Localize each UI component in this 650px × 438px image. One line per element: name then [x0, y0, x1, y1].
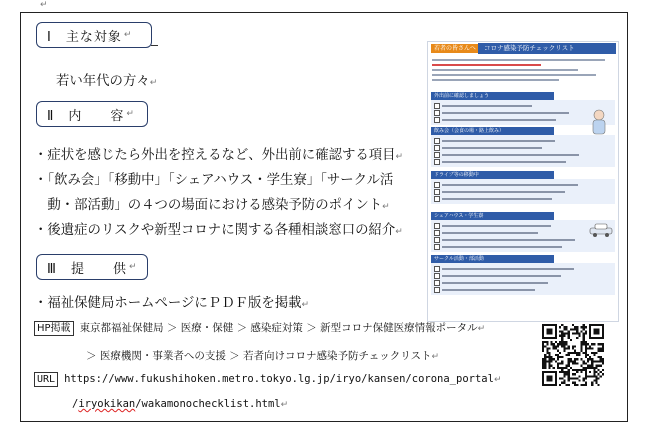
flyer-intro	[432, 56, 614, 84]
flyer-checklist-row	[434, 243, 612, 250]
flyer-checklist-row	[434, 195, 612, 202]
paragraph-mark: ↵	[40, 0, 48, 10]
flyer-checklist-row	[434, 158, 612, 165]
flyer-checklist-row	[434, 286, 612, 293]
hp-label-box: HP掲載	[34, 321, 74, 336]
flyer-section-title: サークル活動・部活動	[431, 255, 554, 263]
misspelled-word: iryokikan	[78, 398, 136, 410]
content-item: ・症状を感じたら外出を控えるなど、外出前に確認する項目↵	[34, 148, 404, 163]
flyer-section	[431, 255, 615, 295]
flyer-checklist-row	[434, 222, 612, 229]
qr-code-icon	[542, 324, 604, 386]
flyer-section	[431, 171, 615, 204]
target-text: 若い年代の方々↵	[56, 74, 158, 89]
section-heading-content: Ⅱ 内 容 ↵	[36, 101, 148, 127]
url-text[interactable]: https://www.fukushihoken.metro.tokyo.lg.jp/iryo/kansen/corona_portal	[64, 373, 494, 385]
hp-path-line: HP掲載 東京都福祉保健局 ＞ 医療・保健 ＞ 感染症対策 ＞ 新型コロナ保健医療情報ポータル↵	[34, 320, 485, 336]
flyer-checklist-row	[434, 144, 612, 151]
flyer-section-title: 外出前に確認しましょう	[431, 92, 554, 100]
section-heading-provision: Ⅲ 提 供 ↵	[36, 254, 148, 280]
flyer-checklist-row	[434, 272, 612, 279]
flyer-checklist-row	[434, 265, 612, 272]
url-line-2: /iryokikan/wakamonochecklist.html↵	[72, 398, 289, 410]
flyer-checklist-row	[434, 137, 612, 144]
person-illustration-icon	[588, 108, 610, 136]
section-title: Ⅰ 主な対象	[47, 29, 122, 45]
section-title: Ⅲ 提 供	[47, 261, 127, 277]
flyer-tag: 若者の皆さんへ	[431, 44, 479, 53]
heading-rule	[151, 45, 158, 46]
flyer-checklist-row	[434, 116, 612, 123]
flyer-section-title: シェアハウス・学生寮	[431, 212, 554, 220]
flyer-checklist-row	[434, 181, 612, 188]
hp-path-line-2: ＞ 医療機関・事業者への支援 ＞ 若者向けコロナ感染予防チェックリスト↵	[86, 350, 440, 362]
breadcrumb-path: ＞ 医療機関・事業者への支援 ＞ 若者向けコロナ感染予防チェックリスト	[86, 350, 432, 362]
flyer-section-title: 飲み会（会食の場・路上飲み）	[431, 127, 554, 135]
flyer-checklist-row	[434, 229, 612, 236]
section-heading-target: Ⅰ 主な対象 ↵	[36, 22, 152, 48]
url-label-box: URL	[34, 372, 58, 387]
flyer-title: コロナ感染予防チェックリスト	[478, 43, 616, 54]
flyer-checklist-row	[434, 102, 612, 109]
url-line: URL https://www.fukushihoken.metro.tokyo.lg.jp/iryo/kansen/corona_portal↵	[34, 372, 501, 387]
flyer-section-title: ドライブ等の移動中	[431, 171, 554, 179]
flyer-checklist-row	[434, 109, 612, 116]
flyer-checklist-row	[434, 151, 612, 158]
content-item: ・「飲み会」「移動中」「シェアハウス・学生寮」「サークル活	[34, 173, 394, 188]
section-title: Ⅱ 内 容	[47, 108, 125, 124]
content-item: 動・部活動」の４つの場面における感染予防のポイント↵	[34, 198, 390, 213]
flyer-checklist-row	[434, 236, 612, 243]
flyer-checklist-row	[434, 279, 612, 286]
breadcrumb-path: 東京都福祉保健局 ＞ 医療・保健 ＞ 感染症対策 ＞ 新型コロナ保健医療情報ポータル	[79, 322, 478, 334]
provision-text: ・福祉保健局ホームページにＰＤＦ版を掲載↵	[34, 296, 310, 311]
flyer-checklist-row	[434, 188, 612, 195]
content-item: ・後遺症のリスクや新型コロナに関する各種相談窓口の紹介↵	[34, 223, 403, 238]
checklist-flyer-thumbnail	[427, 41, 619, 322]
car-illustration-icon	[588, 223, 614, 237]
